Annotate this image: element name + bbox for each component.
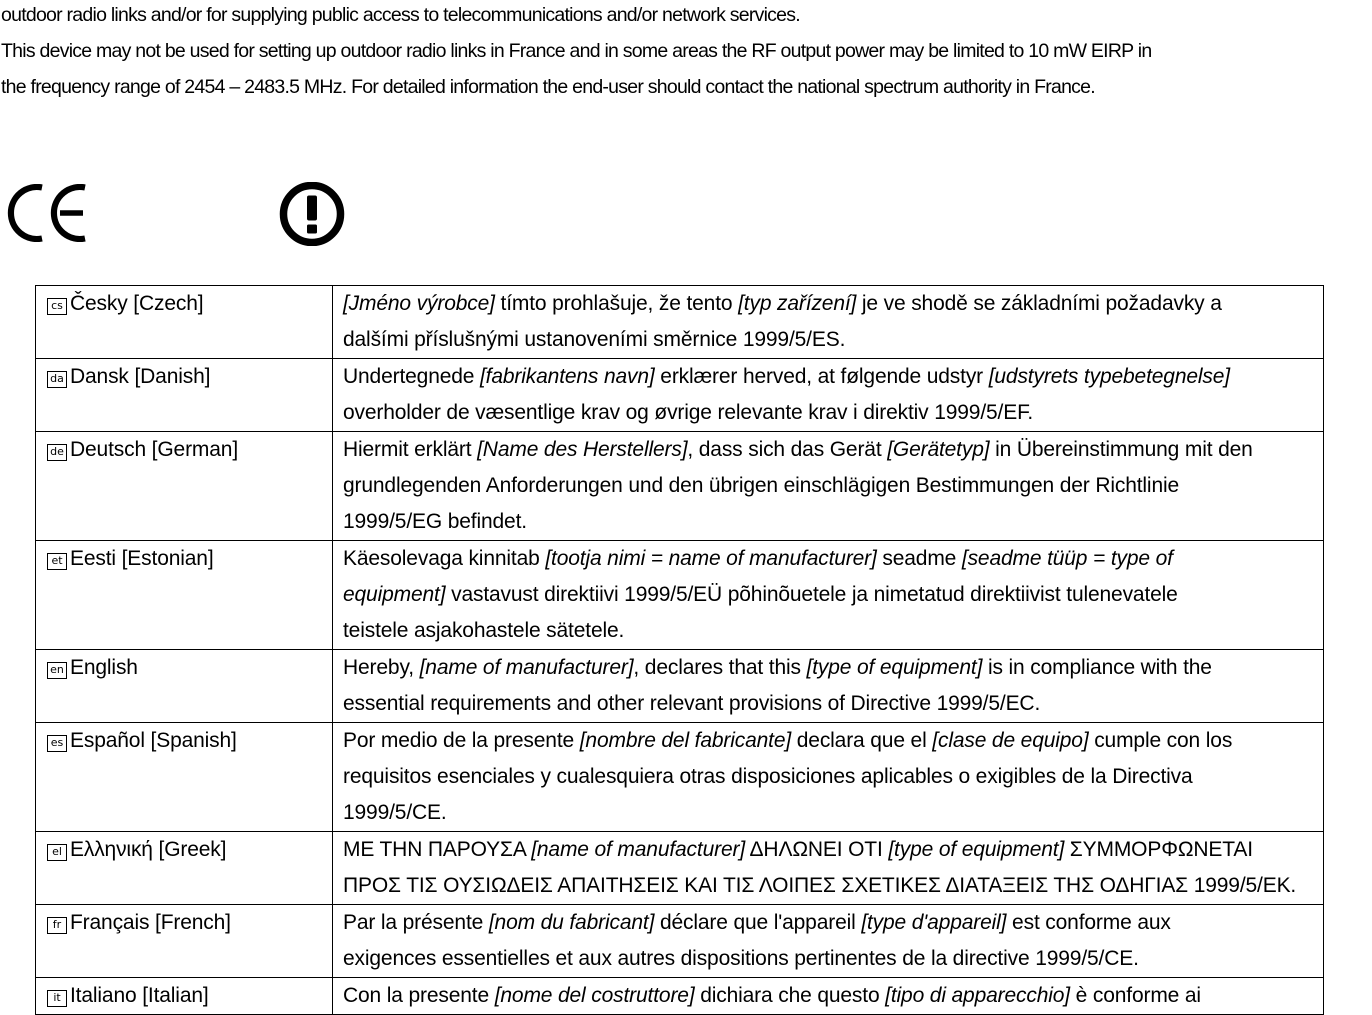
declaration-row-es <box>36 723 1324 832</box>
language-name: Français [French] <box>70 911 231 934</box>
language-cell <box>36 832 333 905</box>
language-code-icon: es <box>47 735 67 752</box>
placeholder-text: [Name des Herstellers] <box>477 438 688 461</box>
declaration-line <box>343 686 1317 722</box>
declaration-line <box>343 941 1317 977</box>
declaration-text: overholder de væsentlige krav og øvrige relevante krav i direktiv 1999/5/EF. <box>343 401 1034 424</box>
declaration-text: is in compliance with the <box>982 656 1212 679</box>
placeholder-text: [Jméno výrobce] <box>343 292 495 315</box>
declaration-row-cs <box>36 286 1324 359</box>
declaration-text: ΔΗΛΩΝΕΙ ΟΤΙ <box>745 838 889 861</box>
declaration-line <box>343 905 1317 941</box>
language-name: Italiano [Italian] <box>70 984 209 1007</box>
declaration-text: erklærer herved, at følgende udstyr <box>654 365 989 388</box>
declaration-text: je ve shodě se základními požadavky a <box>856 292 1222 315</box>
placeholder-text: [tipo di apparecchio] <box>885 984 1070 1007</box>
declaration-text: seadme <box>876 547 962 570</box>
declaration-text: dalšími příslušnými ustanoveními směrnice 1999/5/ES. <box>343 328 846 351</box>
language-code-icon: en <box>47 662 67 679</box>
language-cell <box>36 650 333 723</box>
placeholder-text: equipment] <box>343 583 446 606</box>
declaration-text: , dass sich das Gerät <box>687 438 888 461</box>
ce-mark-icon <box>6 184 88 242</box>
language-name: Ελληνική [Greek] <box>70 838 227 861</box>
declaration-text: Undertegnede <box>343 365 480 388</box>
declaration-text: requisitos esenciales y cualesquiera otras disposiciones aplicables o exigibles de la Directiva <box>343 765 1193 788</box>
declaration-row-fr <box>36 905 1324 978</box>
declaration-text: vastavust direktiivi 1999/5/EÜ põhinõuetele ja nimetatud direktiivist tulenevatele <box>445 583 1178 606</box>
declaration-text-cell <box>333 832 1324 905</box>
declaration-line <box>343 978 1317 1014</box>
declaration-row-el <box>36 832 1324 905</box>
declaration-text: ΜΕ ΤΗΝ ΠΑΡΟΥΣΑ <box>343 838 532 861</box>
placeholder-text: [seadme tüüp = type of <box>961 547 1173 570</box>
language-code-icon: et <box>47 553 67 570</box>
declaration-text: Par la présente <box>343 911 489 934</box>
declaration-line <box>343 286 1317 322</box>
declaration-row-en <box>36 650 1324 723</box>
placeholder-text: [clase de equipo] <box>932 729 1089 752</box>
declaration-line <box>343 432 1317 468</box>
declaration-line <box>343 759 1317 795</box>
declaration-line <box>343 468 1317 504</box>
placeholder-text: [type of equipment] <box>888 838 1065 861</box>
declaration-text: déclare que l'appareil <box>654 911 862 934</box>
declaration-line <box>343 395 1317 431</box>
language-name: Eesti [Estonian] <box>70 547 214 570</box>
language-cell <box>36 432 333 541</box>
declaration-text: Hereby, <box>343 656 420 679</box>
declaration-line <box>343 613 1317 649</box>
declaration-line <box>343 504 1317 540</box>
language-code-icon: cs <box>47 298 67 315</box>
declaration-line <box>343 723 1317 759</box>
placeholder-text: [name of manufacturer] <box>419 656 634 679</box>
declaration-row-et <box>36 541 1324 650</box>
language-cell <box>36 723 333 832</box>
exclamation-circle-icon <box>278 182 346 246</box>
declaration-text: Con la presente <box>343 984 495 1007</box>
declaration-text: Käesolevaga kinnitab <box>343 547 546 570</box>
declaration-line <box>343 650 1317 686</box>
declaration-line <box>343 322 1317 358</box>
declaration-text: exigences essentielles et aux autres dispositions pertinentes de la directive 1999/5/CE. <box>343 947 1139 970</box>
language-code-icon: de <box>47 444 67 461</box>
intro-line-3: the frequency range of 2454 – 2483.5 MHz. For detailed information the end-user should contact the national spectrum authority in France. <box>1 76 1095 98</box>
declaration-text: , declares that this <box>633 656 807 679</box>
declaration-text: Hiermit erklärt <box>343 438 478 461</box>
language-cell <box>36 978 333 1015</box>
declaration-text: ΣΥΜΜΟΡΦΩΝΕΤΑΙ <box>1064 838 1253 861</box>
language-code-icon: da <box>47 371 67 388</box>
declaration-line <box>343 795 1317 831</box>
declaration-text: dichiara che questo <box>694 984 886 1007</box>
declaration-text: ΠΡΟΣ ΤΙΣ ΟΥΣΙΩΔΕΙΣ ΑΠΑΙΤΗΣΕΙΣ ΚΑΙ ΤΙΣ ΛΟΙΠΕΣ ΣΧΕΤΙΚΕΣ ΔΙΑΤΑΞΕΙΣ ΤΗΣ ΟΔΗΓΙΑΣ 1999/5/ΕΚ. <box>343 874 1297 897</box>
placeholder-text: [name of manufacturer] <box>531 838 746 861</box>
declaration-text: est conforme aux <box>1006 911 1171 934</box>
language-name: Deutsch [German] <box>70 438 238 461</box>
declaration-line <box>343 541 1317 577</box>
declaration-text-cell <box>333 723 1324 832</box>
declaration-text: è conforme ai <box>1069 984 1201 1007</box>
placeholder-text: [nom du fabricant] <box>488 911 655 934</box>
declaration-text: grundlegenden Anforderungen und den übrigen einschlägigen Bestimmungen der Richtlinie <box>343 474 1180 497</box>
language-cell <box>36 286 333 359</box>
declaration-line <box>343 359 1317 395</box>
placeholder-text: [nombre del fabricante] <box>579 729 792 752</box>
declaration-text: cumple con los <box>1088 729 1233 752</box>
declaration-text: teistele asjakohastele sätetele. <box>343 619 625 642</box>
declaration-text: 1999/5/CE. <box>343 801 447 824</box>
declaration-text-cell <box>333 905 1324 978</box>
declaration-table <box>35 285 1324 1015</box>
language-code-icon: el <box>47 844 67 861</box>
declaration-row-it <box>36 978 1324 1015</box>
placeholder-text: [typ zařízení] <box>738 292 857 315</box>
declaration-text: declara que el <box>791 729 933 752</box>
declaration-line <box>343 832 1317 868</box>
declaration-text: essential requirements and other relevant provisions of Directive 1999/5/EC. <box>343 692 1041 715</box>
language-name: Česky [Czech] <box>70 292 204 315</box>
declaration-text-cell <box>333 541 1324 650</box>
declaration-text-cell <box>333 978 1324 1015</box>
declaration-text-cell <box>333 359 1324 432</box>
declaration-text-cell <box>333 432 1324 541</box>
language-code-icon: fr <box>47 917 67 934</box>
language-cell <box>36 359 333 432</box>
declaration-text: Por medio de la presente <box>343 729 580 752</box>
declaration-text: in Übereinstimmung mit den <box>989 438 1253 461</box>
language-cell <box>36 541 333 650</box>
declaration-text-cell <box>333 650 1324 723</box>
placeholder-text: [udstyrets typebetegnelse] <box>988 365 1230 388</box>
language-code-icon: it <box>47 990 67 1007</box>
intro-line-2: This device may not be used for setting up outdoor radio links in France and in some areas the RF output power may be limited to 10 mW EIRP in <box>1 40 1152 62</box>
language-name: Dansk [Danish] <box>70 365 211 388</box>
declaration-row-da <box>36 359 1324 432</box>
declaration-text-cell <box>333 286 1324 359</box>
intro-line-1: outdoor radio links and/or for supplying public access to telecommunications and/or network services. <box>1 4 800 26</box>
declaration-text: tímto prohlašuje, že tento <box>494 292 739 315</box>
declaration-line <box>343 868 1317 904</box>
declaration-row-de <box>36 432 1324 541</box>
placeholder-text: [tootja nimi = name of manufacturer] <box>545 547 877 570</box>
placeholder-text: [type d'appareil] <box>861 911 1007 934</box>
placeholder-text: [fabrikantens navn] <box>480 365 655 388</box>
language-cell <box>36 905 333 978</box>
declaration-line <box>343 577 1317 613</box>
placeholder-text: [nome del costruttore] <box>494 984 695 1007</box>
placeholder-text: [Gerätetyp] <box>887 438 990 461</box>
language-name: Español [Spanish] <box>70 729 237 752</box>
placeholder-text: [type of equipment] <box>806 656 983 679</box>
language-name: English <box>70 656 138 679</box>
declaration-text: 1999/5/EG befindet. <box>343 510 527 533</box>
